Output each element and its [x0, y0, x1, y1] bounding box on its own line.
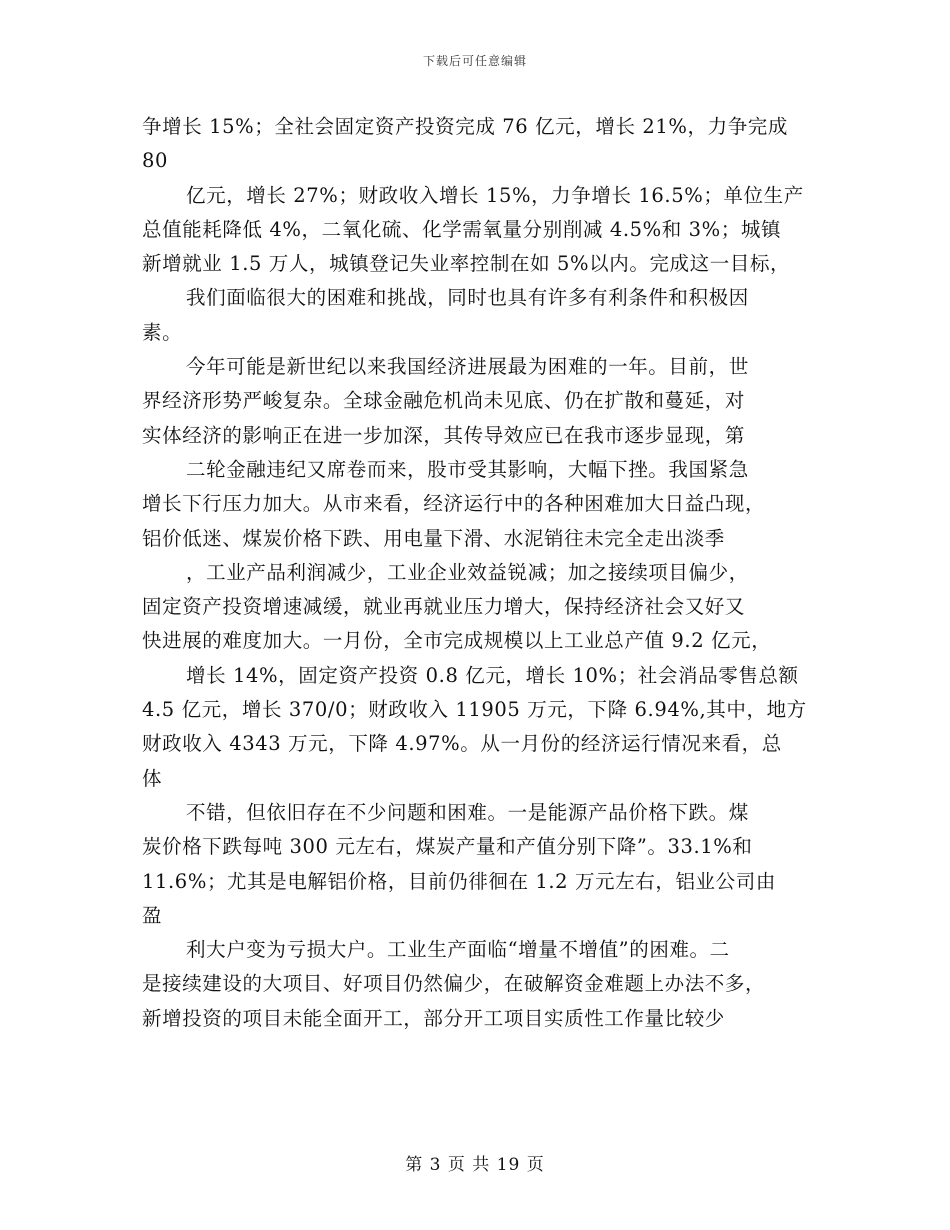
- text-line: 实体经济的影响正在进一步加深，其传导效应已在我市逐步显现，第: [142, 423, 746, 447]
- text-line: 总值能耗降低 4%，二氧化硫、化学需氧量分别削减 4.5%和 3%；城镇: [142, 217, 782, 241]
- text-line: 利大户变为亏损大户。工业生产面临“增量不增值”的困难。二: [186, 938, 730, 962]
- page-label-suffix: 页: [526, 1155, 545, 1175]
- text-line: 快进展的难度加大。一月份，全市完成规模以上工业总产值 9.2 亿元，: [142, 629, 772, 653]
- text-line: 4.5 亿元，增长 370/0；财政收入 11905 万元，下降 6.94%,其中，地方: [142, 698, 807, 722]
- text-line: 体: [142, 766, 163, 790]
- text-line: 二轮金融违纪又席卷而来，股市受其影响，大幅下挫。我国紧急: [186, 457, 749, 481]
- header-note: 下载后可任意编辑: [422, 54, 527, 68]
- text-line: 素。: [142, 320, 183, 344]
- page-footer: [0, 1150, 950, 1175]
- text-line: 我们面临很大的困难和挑战，同时也具有许多有利条件和积极因: [186, 286, 749, 310]
- body-text: [142, 110, 832, 1036]
- text-line: 新增就业 1.5 万人，城镇登记失业率控制在如 5%以内。完成这一目标，: [142, 252, 791, 276]
- text-line: ，工业产品利润减少，工业企业效益锐减；加之接续项目偏少，: [186, 560, 749, 584]
- text-line: 固定资产投资增速减缓，就业再就业压力增大，保持经济社会又好又: [142, 595, 746, 619]
- text-line: 增长下行压力加大。从市来看，经济运行中的各种困难加大日益凸现，: [142, 492, 766, 516]
- text-line: 是接续建设的大项目、好项目仍然偏少，在破解资金难题上办法不多，: [142, 972, 766, 996]
- text-line: 11.6%；尤其是电解铝价格，目前仍徘徊在 1.2 万元左右，铝业公司由: [142, 869, 776, 893]
- text-line: 新增投资的项目未能全面开工，部分开工项目实质性工作量比较少: [142, 1006, 725, 1030]
- text-line: 财政收入 4343 万元，下降 4.97%。从一月份的经济运行情况来看，总: [142, 732, 782, 756]
- page-total: 19: [496, 1155, 521, 1175]
- text-line: 增长 14%，固定资产投资 0.8 亿元，增长 10%；社会消品零售总额: [186, 663, 799, 687]
- text-line: 盈: [142, 903, 163, 927]
- text-line: 铝价低迷、煤炭价格下跌、用电量下滑、水泥销往未完全走出淡季: [142, 526, 725, 550]
- page-current: 3: [429, 1155, 442, 1175]
- text-line: 不错，但依旧存在不少问题和困难。一是能源产品价格下跌。煤: [186, 800, 749, 824]
- text-line: 炭价格下跌每吨 300 元左右，煤炭产量和产值分别下降”。33.1%和: [142, 835, 753, 859]
- text-line: 80: [142, 149, 169, 173]
- page-label-prefix: 第: [405, 1155, 424, 1175]
- text-line: 界经济形势严峻复杂。全球金融危机尚未见底、仍在扩散和蔓延，对: [142, 389, 746, 413]
- text-line: 今年可能是新世纪以来我国经济进展最为困难的一年。目前，世: [186, 355, 749, 379]
- text-line: 亿元，增长 27%；财政收入增长 15%，力争增长 16.5%；单位生产: [186, 183, 804, 207]
- text-line: 争增长 15%；全社会固定资产投资完成 76 亿元，增长 21%，力争完成: [142, 115, 788, 138]
- page-label-mid: 页 共: [447, 1155, 491, 1175]
